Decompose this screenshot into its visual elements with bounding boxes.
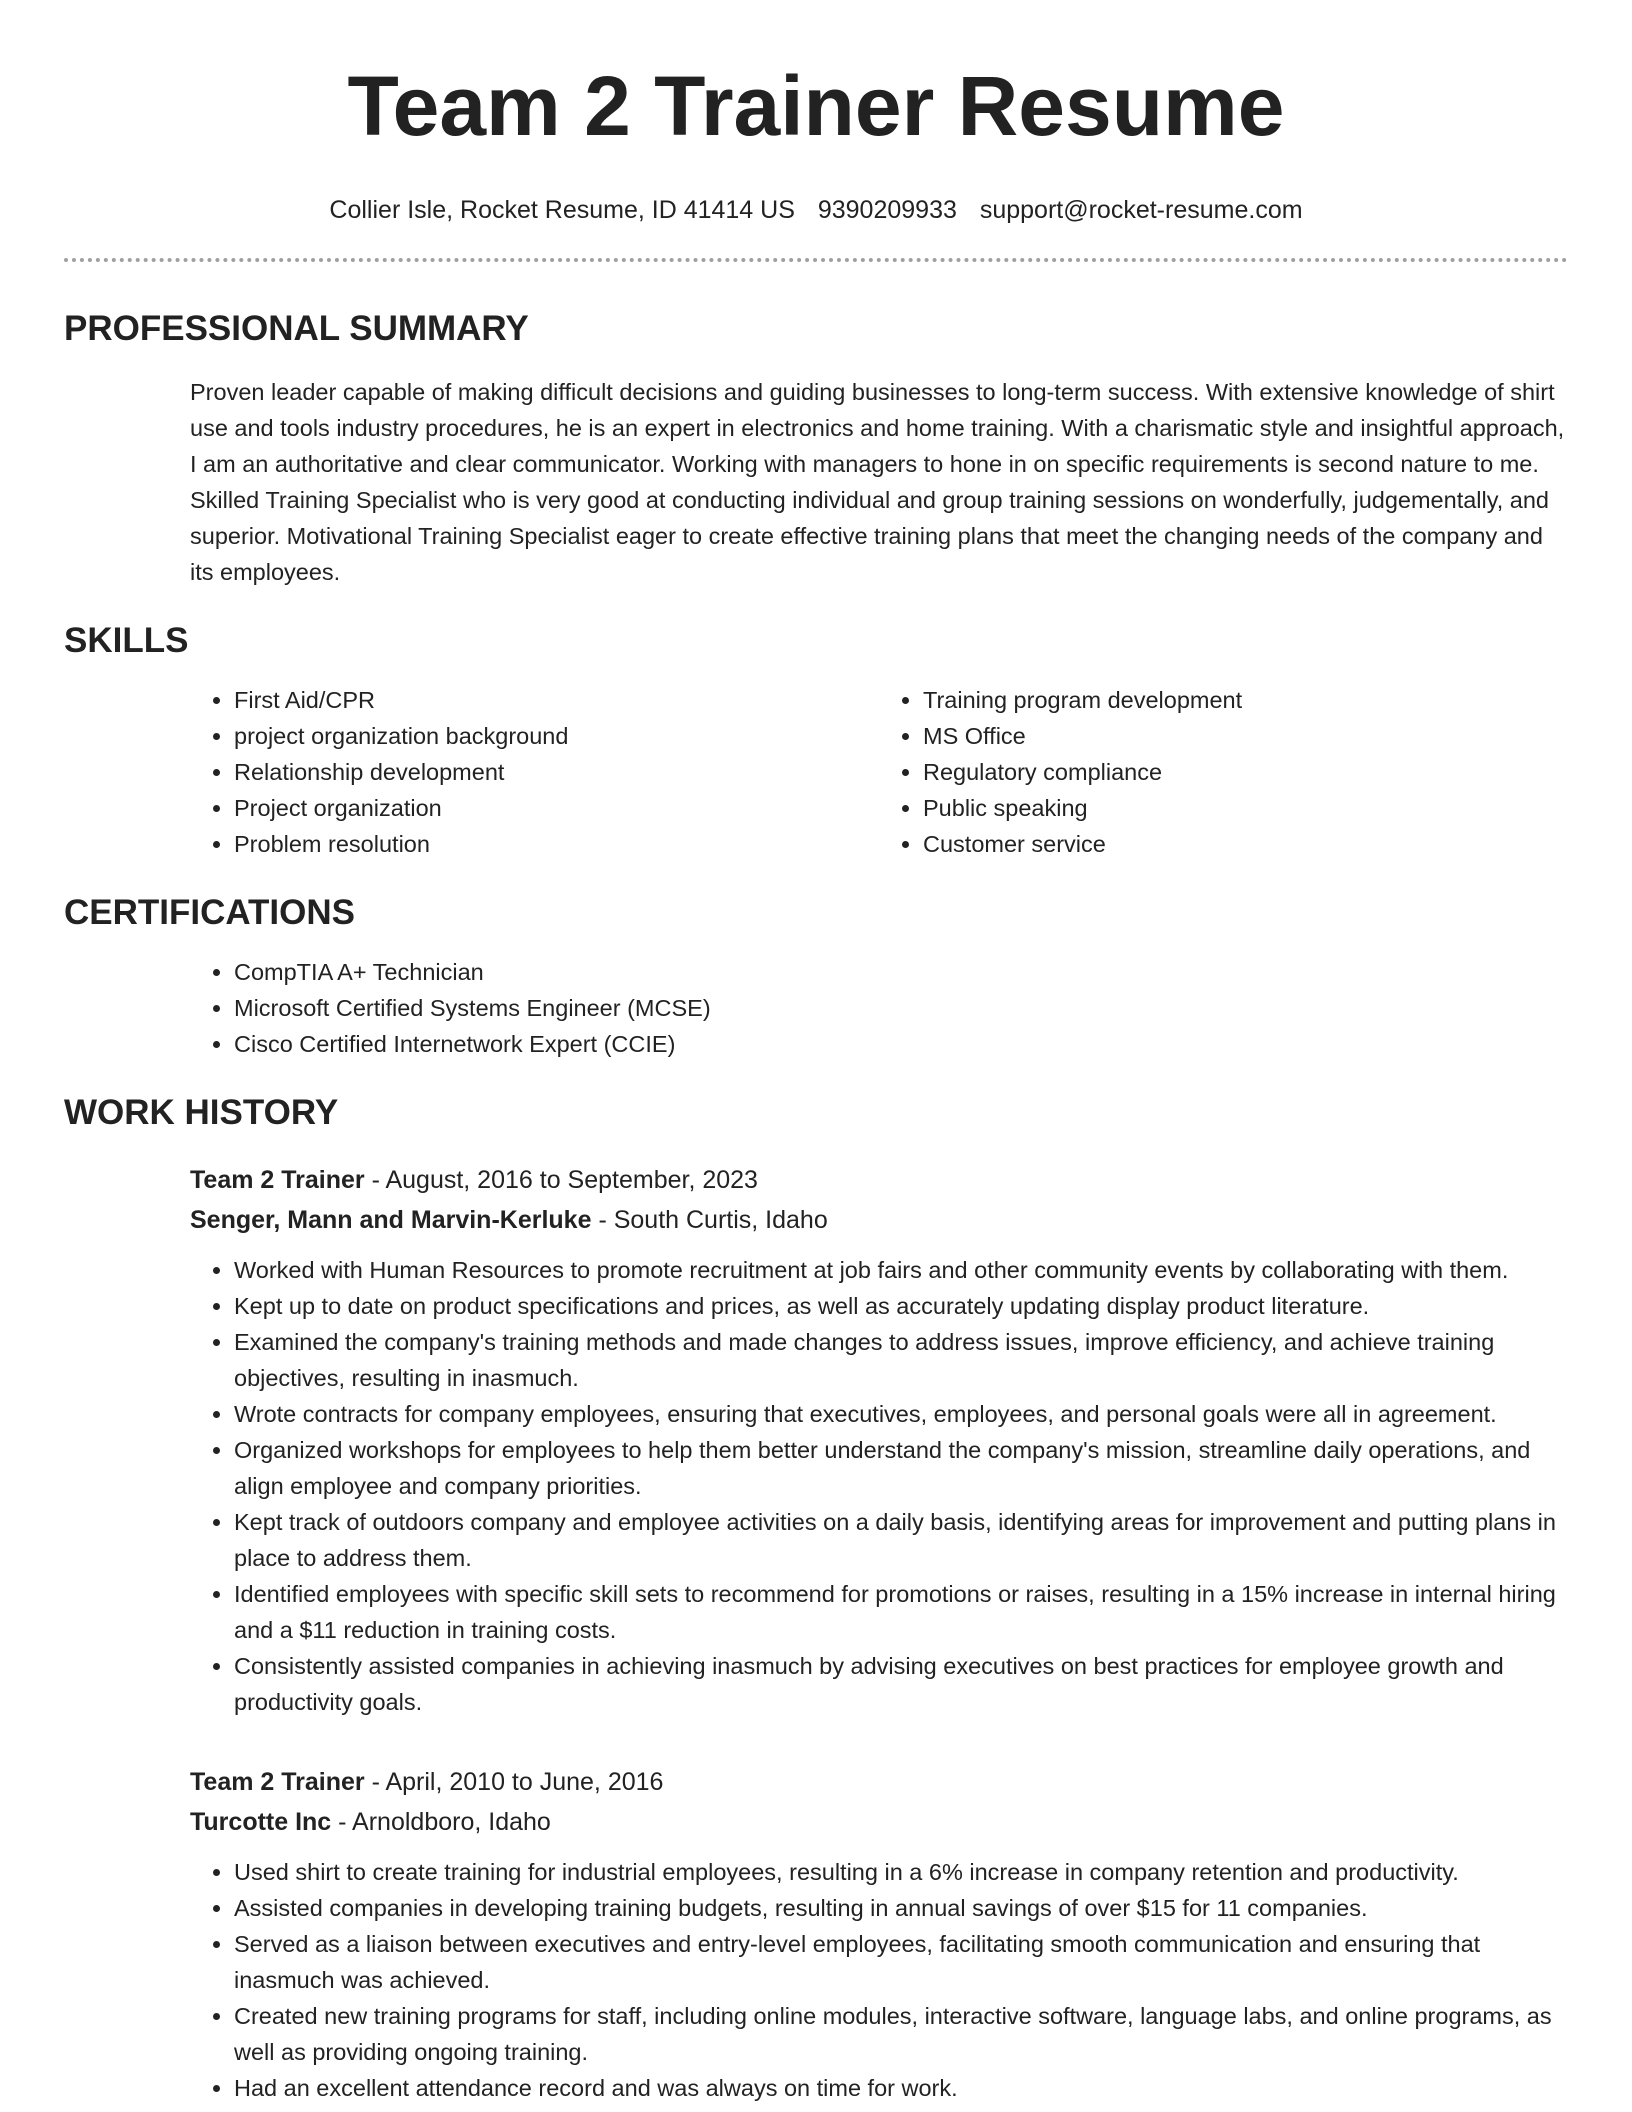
- job-company: Senger, Mann and Marvin-Kerluke: [190, 1206, 592, 1234]
- skill-item: • Public speaking: [923, 790, 1568, 826]
- skill-item: • First Aid/CPR: [234, 682, 879, 718]
- job-bullet: • Had an excellent attendance record and was always on time for work.: [234, 2070, 1568, 2106]
- job-company-line: [190, 1802, 1568, 1842]
- skill-item: • Problem resolution: [234, 826, 879, 862]
- job-location: - Arnoldboro, Idaho: [331, 1808, 551, 1836]
- contact-line: [64, 194, 1568, 226]
- phone: 9390209933: [817, 196, 957, 224]
- job-bullet: • Worked with Human Resources to promote recruitment at job fairs and other community events by collaborating with them.: [234, 1252, 1568, 1288]
- job-bullet: • Served as a liaison between executives and entry-level employees, facilitating smooth communication and ensuring that inasmuch was achieved.: [234, 1926, 1568, 1998]
- skill-item: • Project organization: [234, 790, 879, 826]
- skills-list-left: [190, 682, 879, 862]
- skill-item: • Customer service: [923, 826, 1568, 862]
- job-bullet: • Examined the company's training methods and made changes to address issues, improve efficiency, and achieve training objectives, resulting in inasmuch.: [234, 1324, 1568, 1396]
- job-bullet: • Used shirt to create training for industrial employees, resulting in a 6% increase in company retention and productivity.: [234, 1854, 1568, 1890]
- job-role: Team 2 Trainer: [190, 1166, 365, 1194]
- job-bullet: • Assisted companies in developing training budgets, resulting in annual savings of over $15 for 11 companies.: [234, 1890, 1568, 1926]
- certification-item: • Microsoft Certified Systems Engineer (MCSE): [234, 990, 1568, 1026]
- skill-item: • project organization background: [234, 718, 879, 754]
- header-divider: [64, 258, 1568, 262]
- job-bullet: • Kept track of outdoors company and employee activities on a daily basis, identifying areas for improvement and putting plans in place to address them.: [234, 1504, 1568, 1576]
- summary-heading: PROFESSIONAL SUMMARY: [64, 309, 529, 348]
- summary-text: Proven leader capable of making difficult decisions and guiding businesses to long-term success. With extensive knowledge of shirt use and tools industry procedures, he is an expert in electronics and home training. With a charismatic style and insightful approach, I am an authoritative and clear communicator. Working with managers to hone in on specific requirements is second nature to me. Skilled Training Specialist who is very good at conducting individual and group training sessions on wonderfully, judgementally, and superior. Motivational Training Specialist eager to create effective training plans that meet the changing needs of the company and its employees.: [190, 379, 1565, 585]
- job-role: Team 2 Trainer: [190, 1768, 365, 1796]
- certification-item: • Cisco Certified Internetwork Expert (CCIE): [234, 1026, 1568, 1062]
- job-bullet: • Wrote contracts for company employees, ensuring that executives, employees, and personal goals were all in agreement.: [234, 1396, 1568, 1432]
- job-bullet: • Identified employees with specific skill sets to recommend for promotions or raises, resulting in a 15% increase in internal hiring and a $11 reduction in training costs.: [234, 1576, 1568, 1648]
- job-entry: [190, 1160, 1568, 1720]
- certifications-heading: CERTIFICATIONS: [64, 893, 356, 932]
- job-role-line: [190, 1160, 1568, 1200]
- job-dates: - April, 2010 to June, 2016: [364, 1768, 664, 1796]
- job-entry: [190, 1762, 1568, 2106]
- skill-item: • Regulatory compliance: [923, 754, 1568, 790]
- skills-grid: [190, 682, 1568, 862]
- summary-section: [64, 308, 1568, 590]
- skills-heading: SKILLS: [64, 621, 189, 660]
- job-bullet: • Consistently assisted companies in achieving inasmuch by advising executives on best practices for employee growth and productivity goals.: [234, 1648, 1568, 1720]
- job-bullet: • Created new training programs for staff, including online modules, interactive software, language labs, and online programs, as well as providing ongoing training.: [234, 1998, 1568, 2070]
- skill-item: • Relationship development: [234, 754, 879, 790]
- resume-title: Team 2 Trainer Resume: [347, 59, 1285, 153]
- job-company: Turcotte Inc: [190, 1808, 332, 1836]
- skill-item: • Training program development: [923, 682, 1568, 718]
- job-dates: - August, 2016 to September, 2023: [364, 1166, 758, 1194]
- job-bullet: • Organized workshops for employees to help them better understand the company's mission, streamline daily operations, and align employee and company priorities.: [234, 1432, 1568, 1504]
- job-role-line: [190, 1762, 1568, 1802]
- job-company-line: [190, 1200, 1568, 1240]
- certifications-list: [190, 954, 1568, 1062]
- certifications-section: [64, 892, 1568, 1062]
- work-history-heading: WORK HISTORY: [64, 1093, 339, 1132]
- job-bullets: [190, 1252, 1568, 1720]
- skills-section: [64, 620, 1568, 862]
- job-bullet: • Kept up to date on product specifications and prices, as well as accurately updating display product literature.: [234, 1288, 1568, 1324]
- email: support@rocket-resume.com: [979, 196, 1303, 224]
- job-bullets: [190, 1854, 1568, 2106]
- skill-item: • MS Office: [923, 718, 1568, 754]
- job-location: - South Curtis, Idaho: [591, 1206, 828, 1234]
- address: Collier Isle, Rocket Resume, ID 41414 US: [329, 196, 795, 224]
- skills-list-right: [879, 682, 1568, 862]
- resume-page: [64, 0, 1568, 2106]
- work-history-section: [64, 1092, 1568, 2106]
- certification-item: • CompTIA A+ Technician: [234, 954, 1568, 990]
